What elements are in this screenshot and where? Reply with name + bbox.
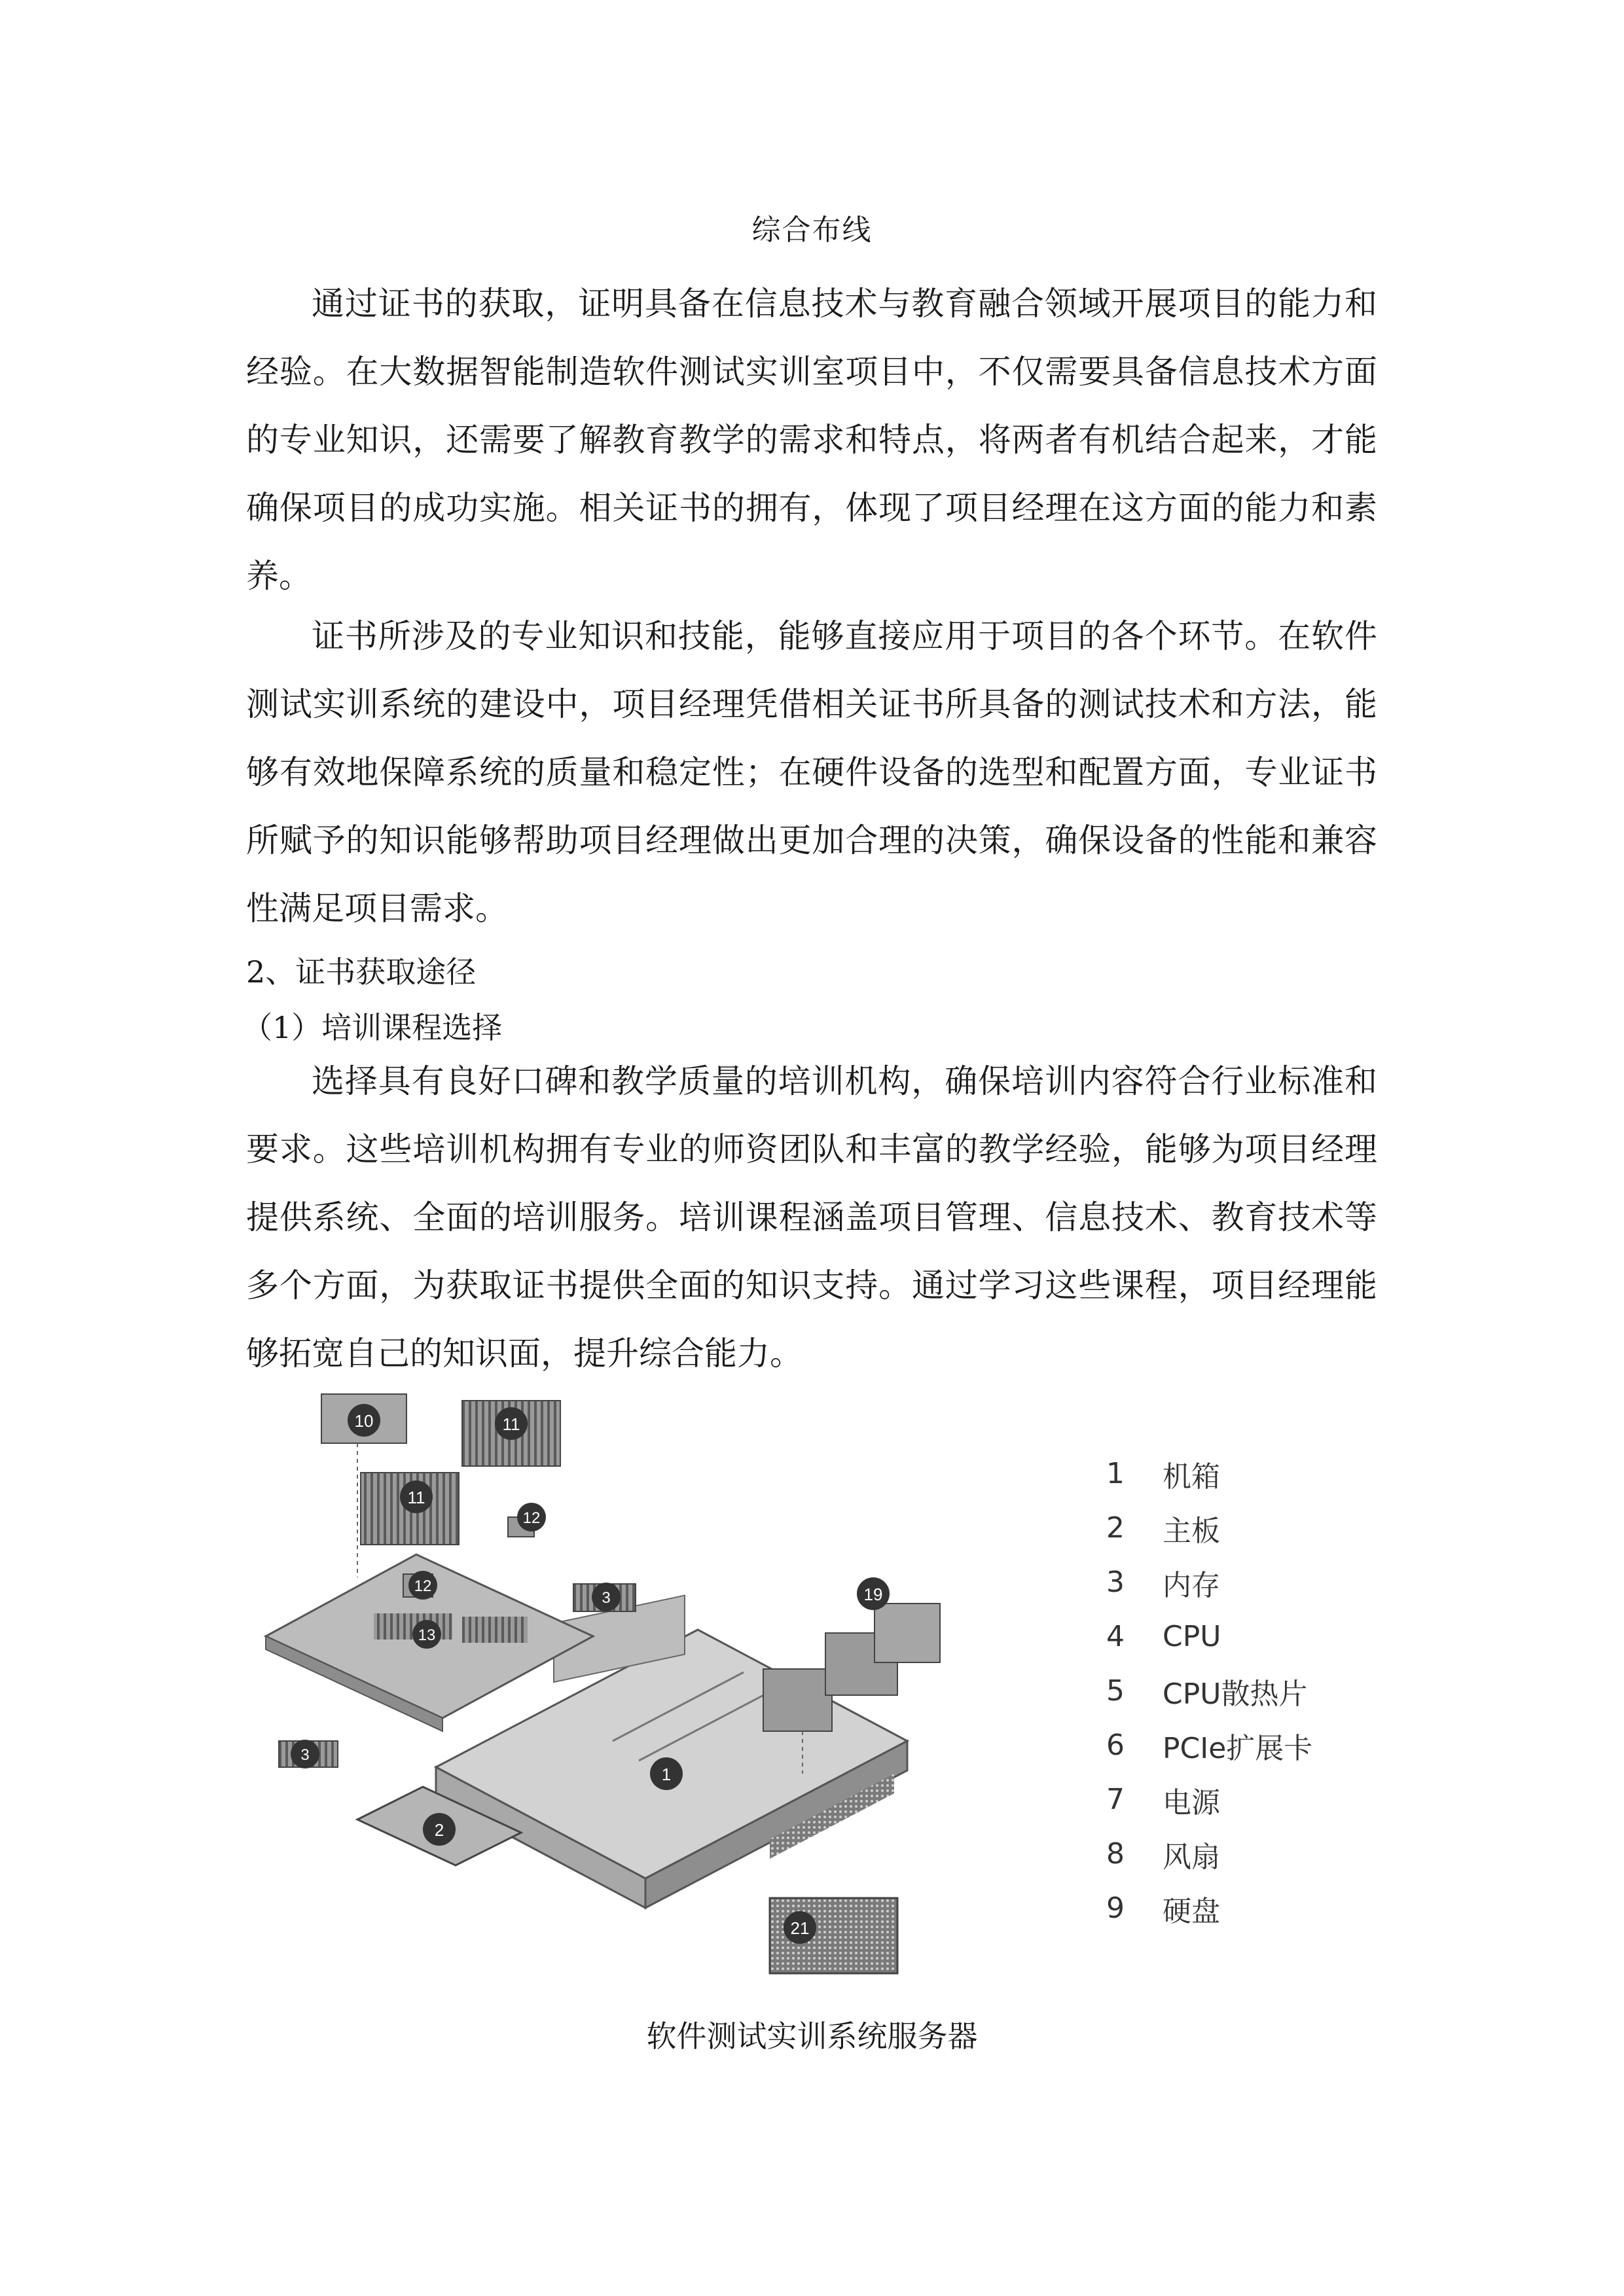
- legend-item: 1 机箱: [1106, 1457, 1220, 1494]
- page-title: 综合布线: [751, 213, 873, 247]
- callout-marker: [291, 1740, 319, 1768]
- legend-item: 4 CPU: [1106, 1620, 1221, 1653]
- callout-marker: [650, 1757, 683, 1790]
- paragraph: 选择具有良好口碑和教学质量的培训机构，确保培训内容符合行业标准和要求。这些培训机构拥有专业的师资团队和丰富的教学经验，能够为项目经理提供系统、全面的培训服务。培训课程涵盖项目管理、信息技术、教育技术等多个方面，为获取证书提供全面的知识支持。通过学习这些课程，项目经理能够拓宽自己的知识面，提升综合能力。: [246, 1062, 1377, 1372]
- callout-marker: [495, 1407, 528, 1440]
- subsection-heading: （1）培训课程选择: [242, 1010, 503, 1045]
- legend-item: 6 PCIe扩展卡: [1106, 1729, 1313, 1765]
- legend-item: 3 内存: [1106, 1566, 1220, 1602]
- legend-item: 2 主板: [1106, 1511, 1220, 1548]
- figure-legend: [1106, 1446, 1368, 1935]
- body-paragraphs-1: [246, 270, 1377, 610]
- legend-item: 9 硬盘: [1106, 1892, 1220, 1928]
- section-heading: 2、证书获取途径: [246, 954, 477, 990]
- svg-text:12: 12: [414, 1577, 432, 1595]
- callout-marker: [348, 1404, 380, 1437]
- svg-text:21: 21: [790, 1918, 810, 1938]
- callout-marker: [412, 1620, 441, 1649]
- body-paragraphs-3: [246, 1047, 1377, 1388]
- svg-text:3: 3: [300, 1746, 310, 1764]
- svg-text:12: 12: [522, 1509, 541, 1527]
- svg-text:2: 2: [434, 1820, 444, 1840]
- callout-marker: [423, 1813, 456, 1846]
- svg-text:19: 19: [863, 1585, 883, 1604]
- callout-marker: [400, 1480, 433, 1513]
- svg-text:10: 10: [354, 1411, 374, 1431]
- svg-text:3: 3: [602, 1589, 611, 1607]
- svg-text:1: 1: [661, 1765, 672, 1784]
- legend-item: 8 风扇: [1106, 1837, 1220, 1874]
- svg-text:11: 11: [407, 1488, 425, 1507]
- legend-item: 5 CPU散热片: [1106, 1674, 1308, 1711]
- svg-text:13: 13: [418, 1626, 436, 1644]
- legend-item: 7 电源: [1106, 1783, 1220, 1820]
- svg-text:11: 11: [502, 1414, 520, 1434]
- callout-marker: [592, 1583, 621, 1611]
- body-paragraphs-2: [246, 602, 1377, 942]
- paragraph: 证书所涉及的专业知识和技能，能够直接应用于项目的各个环节。在软件测试实训系统的建设中，项目经理凭借相关证书所具备的测试技术和方法，能够有效地保障系统的质量和稳定性；在硬件设备的选型和配置方面，专业证书所赋予的知识能够帮助项目经理做出更加合理的决策，确保设备的性能和兼容性满足项目需求。: [246, 617, 1377, 927]
- callout-marker: [517, 1503, 546, 1532]
- callout-marker: [857, 1577, 890, 1610]
- callout-marker: [408, 1571, 437, 1600]
- callout-marker: [784, 1911, 816, 1944]
- figure-caption: 软件测试实训系统服务器: [646, 2018, 978, 2054]
- paragraph: 通过证书的获取，证明具备在信息技术与教育融合领域开展项目的能力和经验。在大数据智能制造软件测试实训室项目中，不仅需要具备信息技术方面的专业知识，还需要了解教育教学的需求和特点，将两者有机结合起来，才能确保项目的成功实施。相关证书的拥有，体现了项目经理在这方面的能力和素养。: [246, 285, 1377, 595]
